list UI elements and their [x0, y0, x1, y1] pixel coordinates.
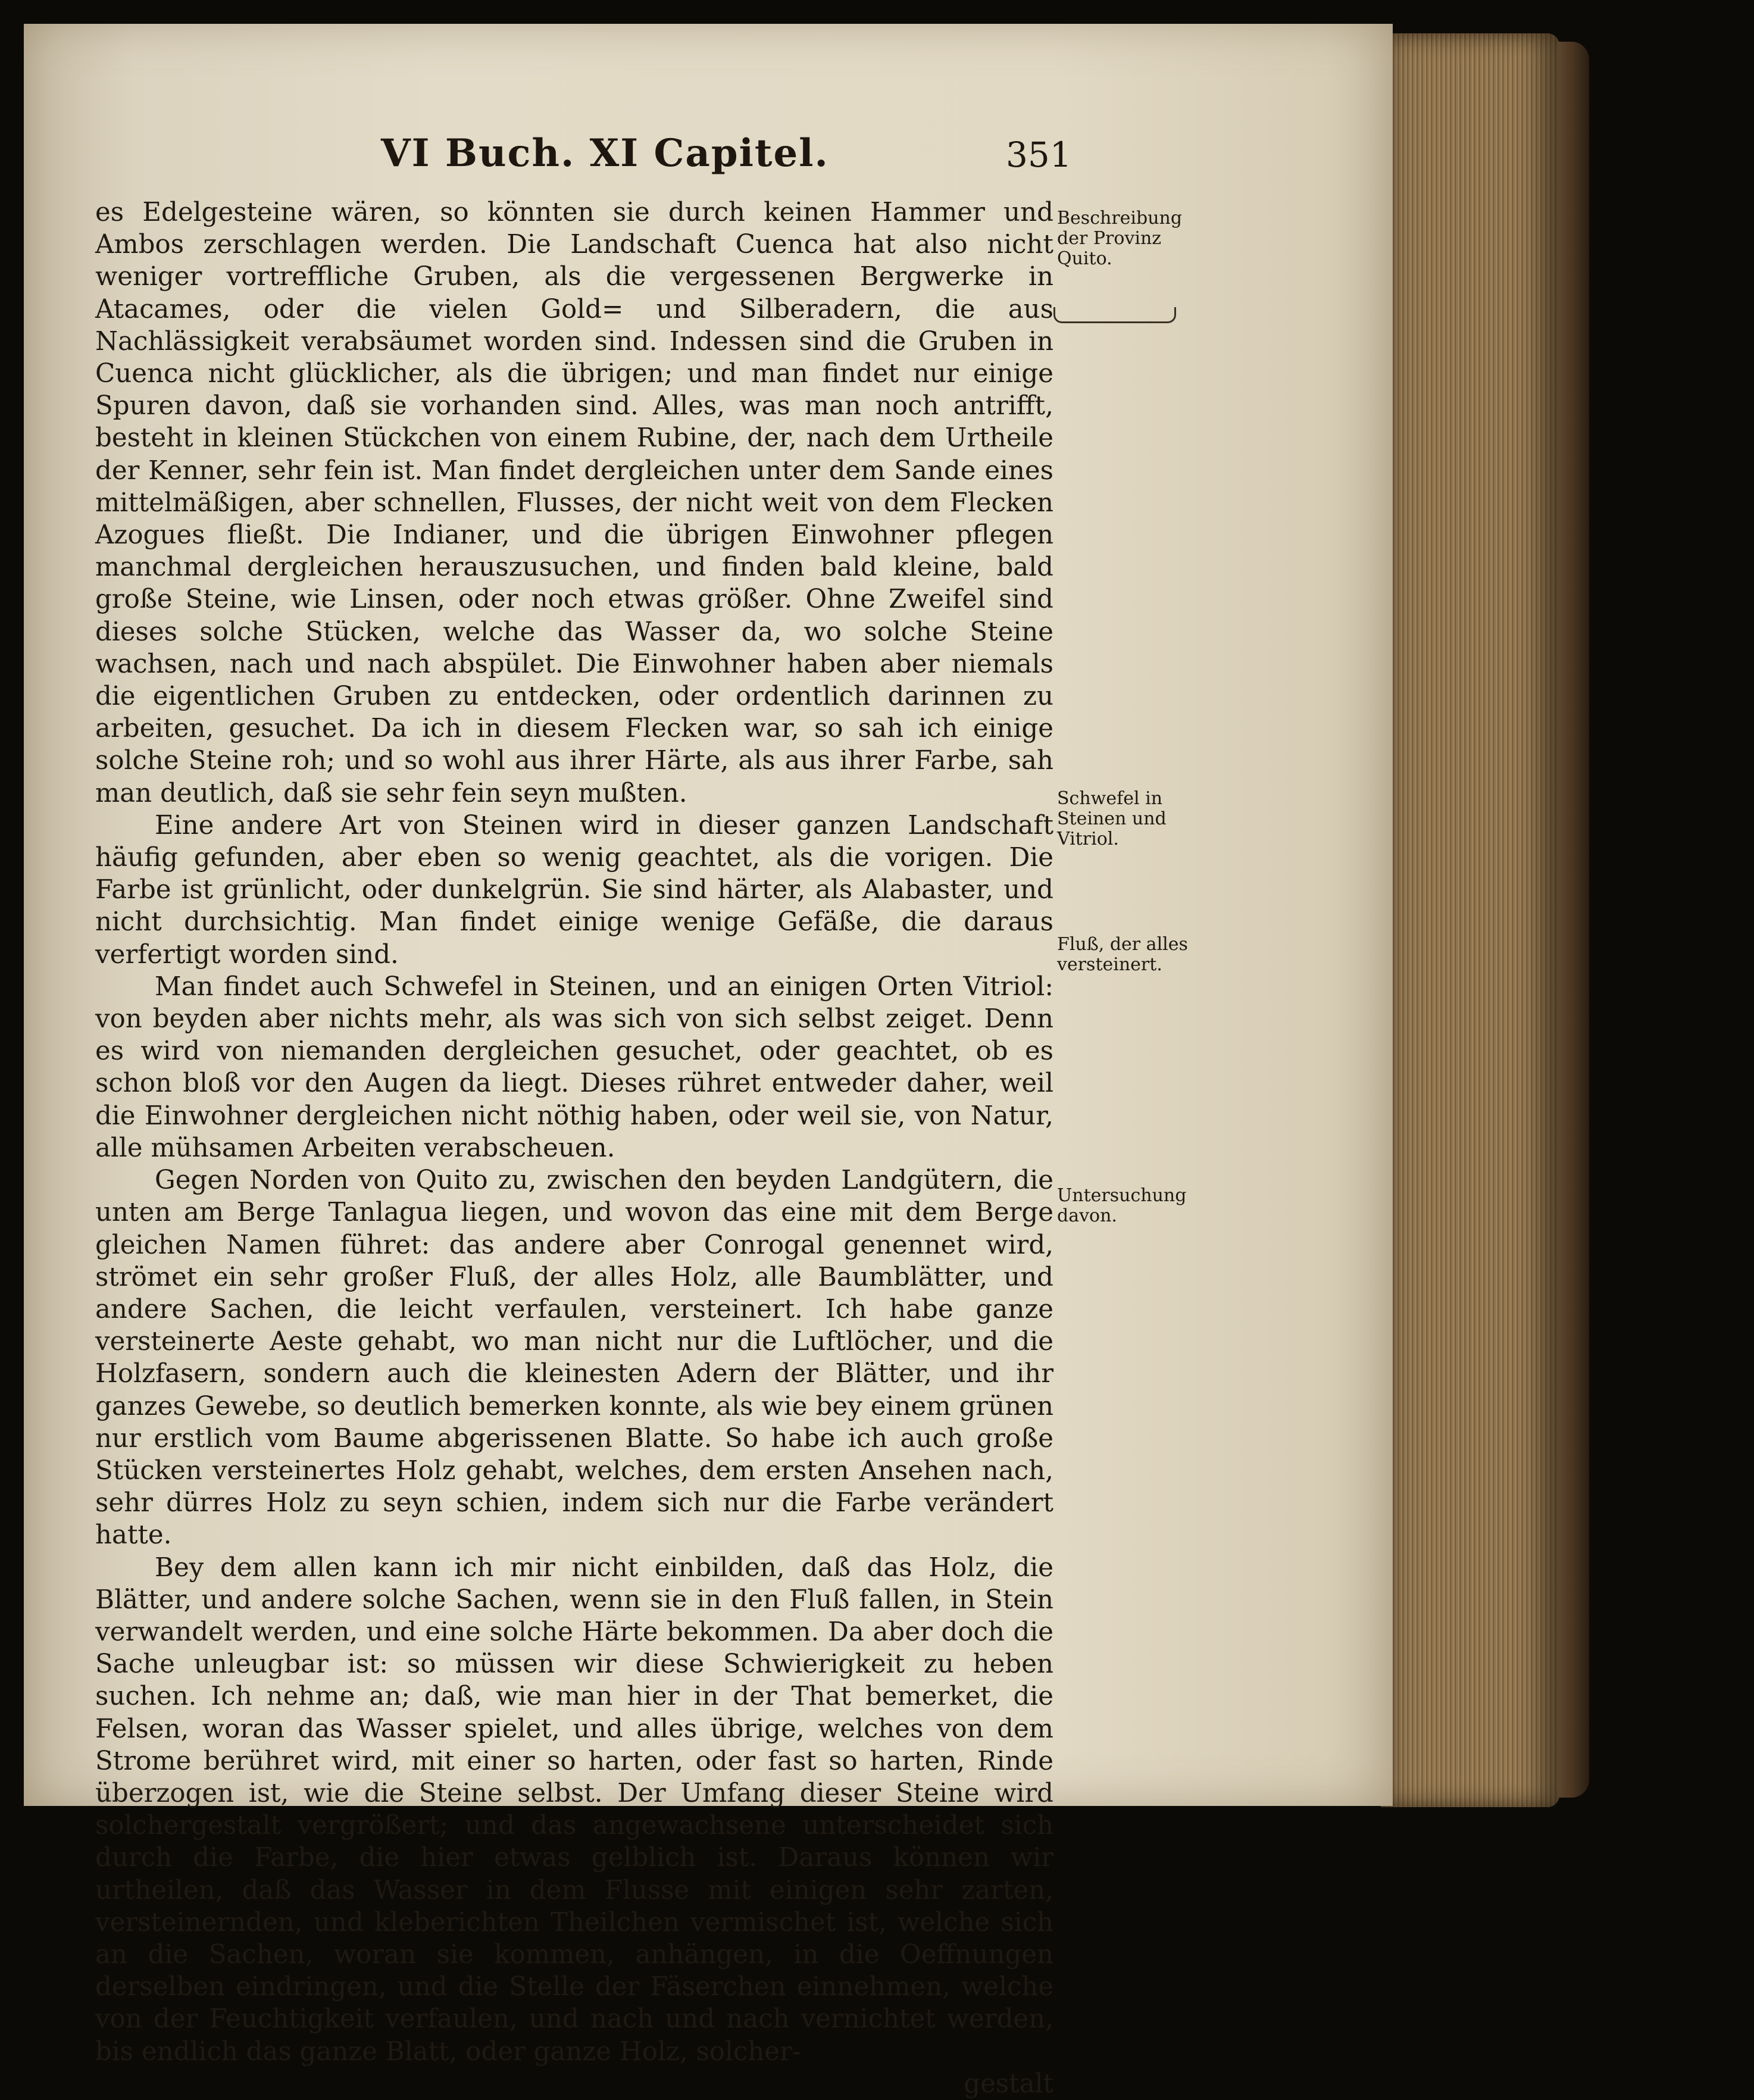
paragraph-4: Gegen Norden von Quito zu, zwischen den beyden Landgütern, die unten am Berge Tanlagua liegen, und wovon das eine mit dem Berge gleichen Namen führet: das andere aber Conrogal genennet wird, strömet ein sehr großer Fluß, der alles Holz, alle Baumblätter, und andere Sachen, die leicht verfaulen, versteinert. Ich habe ganze versteinerte Aeste gehabt, wo man nicht nur die Luftlöcher, und die Holzfasern, sondern auch die kleinesten Adern der Blätter, und ihr ganzes Gewebe, so deutlich bemerken konnte, als wie bey einem grünen nur erstlich vom Baume abgerissenen Blatte. So habe ich auch große Stücken versteinertes Holz gehabt, welches, dem ersten Ansehen nach, sehr dürres Holz zu seyn schien, indem sich nur die Farbe verändert hatte.: [95, 1165, 1053, 1551]
catchword: gestalt: [964, 2068, 1053, 2099]
margin-note-investigation: Untersuchung davon.: [1057, 1185, 1187, 1226]
paragraph-2: Eine andere Art von Steinen wird in dieser ganzen Landschaft häufig gefunden, aber eben so wenig geachtet, als die vorigen. Die Farbe ist grünlicht, oder dunkelgrün. Sie sind härter, als Alabaster, und nicht durchsichtig. Man findet einige wenige Gefäße, die daraus verfertigt worden sind.: [95, 810, 1053, 970]
main-text: [95, 196, 1053, 2100]
paragraph-5: Bey dem allen kann ich mir nicht einbilden, daß das Holz, die Blätter, und andere solche Sachen, wenn sie in den Fluß fallen, in Stein verwandelt werden, und eine solche Härte bekommen. Da aber doch die Sache unleugbar ist: so müssen wir diese Schwierigkeit zu heben suchen. Ich nehme an; daß, wie man hier in der That bemerket, die Felsen, woran das Wasser spielet, und alles übrige, welches von dem Strome berühret wird, mit einer so harten, oder fast so harten, Rinde überzogen ist, wie die Steine selbst. Der Umfang dieser Steine wird solchergestalt vergrößert; und das angewachsene unterscheidet sich durch die Farbe, die hier etwas gelblich ist. Daraus können wir urtheilen, daß das Wasser in dem Flusse mit einigen sehr zarten, versteinernden, und kleberichten Theilchen vermischet ist, welche sich an die Sachen, woran sie kommen, anhängen, in die Oeffnungen derselben eindringen, und die Stelle der Fäserchen einnehmen, welche von der Feuchtigkeit verfaulen, und nach und nach vernichtet werden, bis endlich das ganze Blatt, oder ganze Holz, solcher-: [95, 1552, 1053, 2067]
margin-bracket: [1053, 307, 1176, 323]
paragraph-3: Man findet auch Schwefel in Steinen, und an einigen Orten Vitriol: von beyden aber nichts mehr, als was sich von sich selbst zeiget. Denn es wird von niemanden dergleichen gesuchet, oder geachtet, ob es schon bloß vor den Augen da liegt. Dieses rühret entweder daher, weil die Einwohner dergleichen nicht nöthig haben, oder weil sie, von Natur, alle mühsamen Arbeiten verabscheuen.: [95, 971, 1053, 1163]
running-title: VI Buch. XI Capitel.: [381, 131, 829, 176]
page-number: 351: [1006, 135, 1072, 175]
page-block-edge: [1381, 33, 1559, 1807]
margin-note-description: Beschreibung der Provinz Quito.: [1057, 208, 1183, 269]
running-header: [0, 131, 1754, 179]
margin-note-sulphur: Schwefel in Steinen und Vitriol.: [1057, 788, 1167, 849]
paragraph-1: es Edelgesteine wären, so könnten sie durch keinen Hammer und Ambos zerschlagen werden. Die Landschaft Cuenca hat also nicht weniger vortreffliche Gruben, als die vergessenen Bergwerke in Atacames, oder die vielen Gold= und Silberadern, die aus Nachlässigkeit verabsäumet worden sind. Indessen sind die Gruben in Cuenca nicht glücklicher, als die übrigen; und man findet nur einige Spuren davon, daß sie vorhanden sind. Alles, was man noch antrifft, besteht in kleinen Stückchen von einem Rubine, der, nach dem Urtheile der Kenner, sehr fein ist. Man findet dergleichen unter dem Sande eines mittelmäßigen, aber schnellen, Flusses, der nicht weit von dem Flecken Azogues fließt. Die Indianer, und die übrigen Einwohner pflegen manchmal dergleichen herauszusuchen, und finden bald kleine, bald große Steine, wie Linsen, oder noch etwas größer. Ohne Zweifel sind dieses solche Stücken, welche das Wasser da, wo solche Steine wachsen, nach und nach abspület. Die Einwohner haben aber niemals die eigentlichen Gruben zu entdecken, oder ordentlich darinnen zu arbeiten, gesuchet. Da ich in diesem Flecken war, so sah ich einige solche Steine roh; und so wohl aus ihrer Härte, als aus ihrer Farbe, sah man deutlich, daß sie sehr fein seyn mußten.: [95, 198, 1053, 808]
margin-note-river: Fluß, der alles versteinert.: [1057, 934, 1188, 975]
